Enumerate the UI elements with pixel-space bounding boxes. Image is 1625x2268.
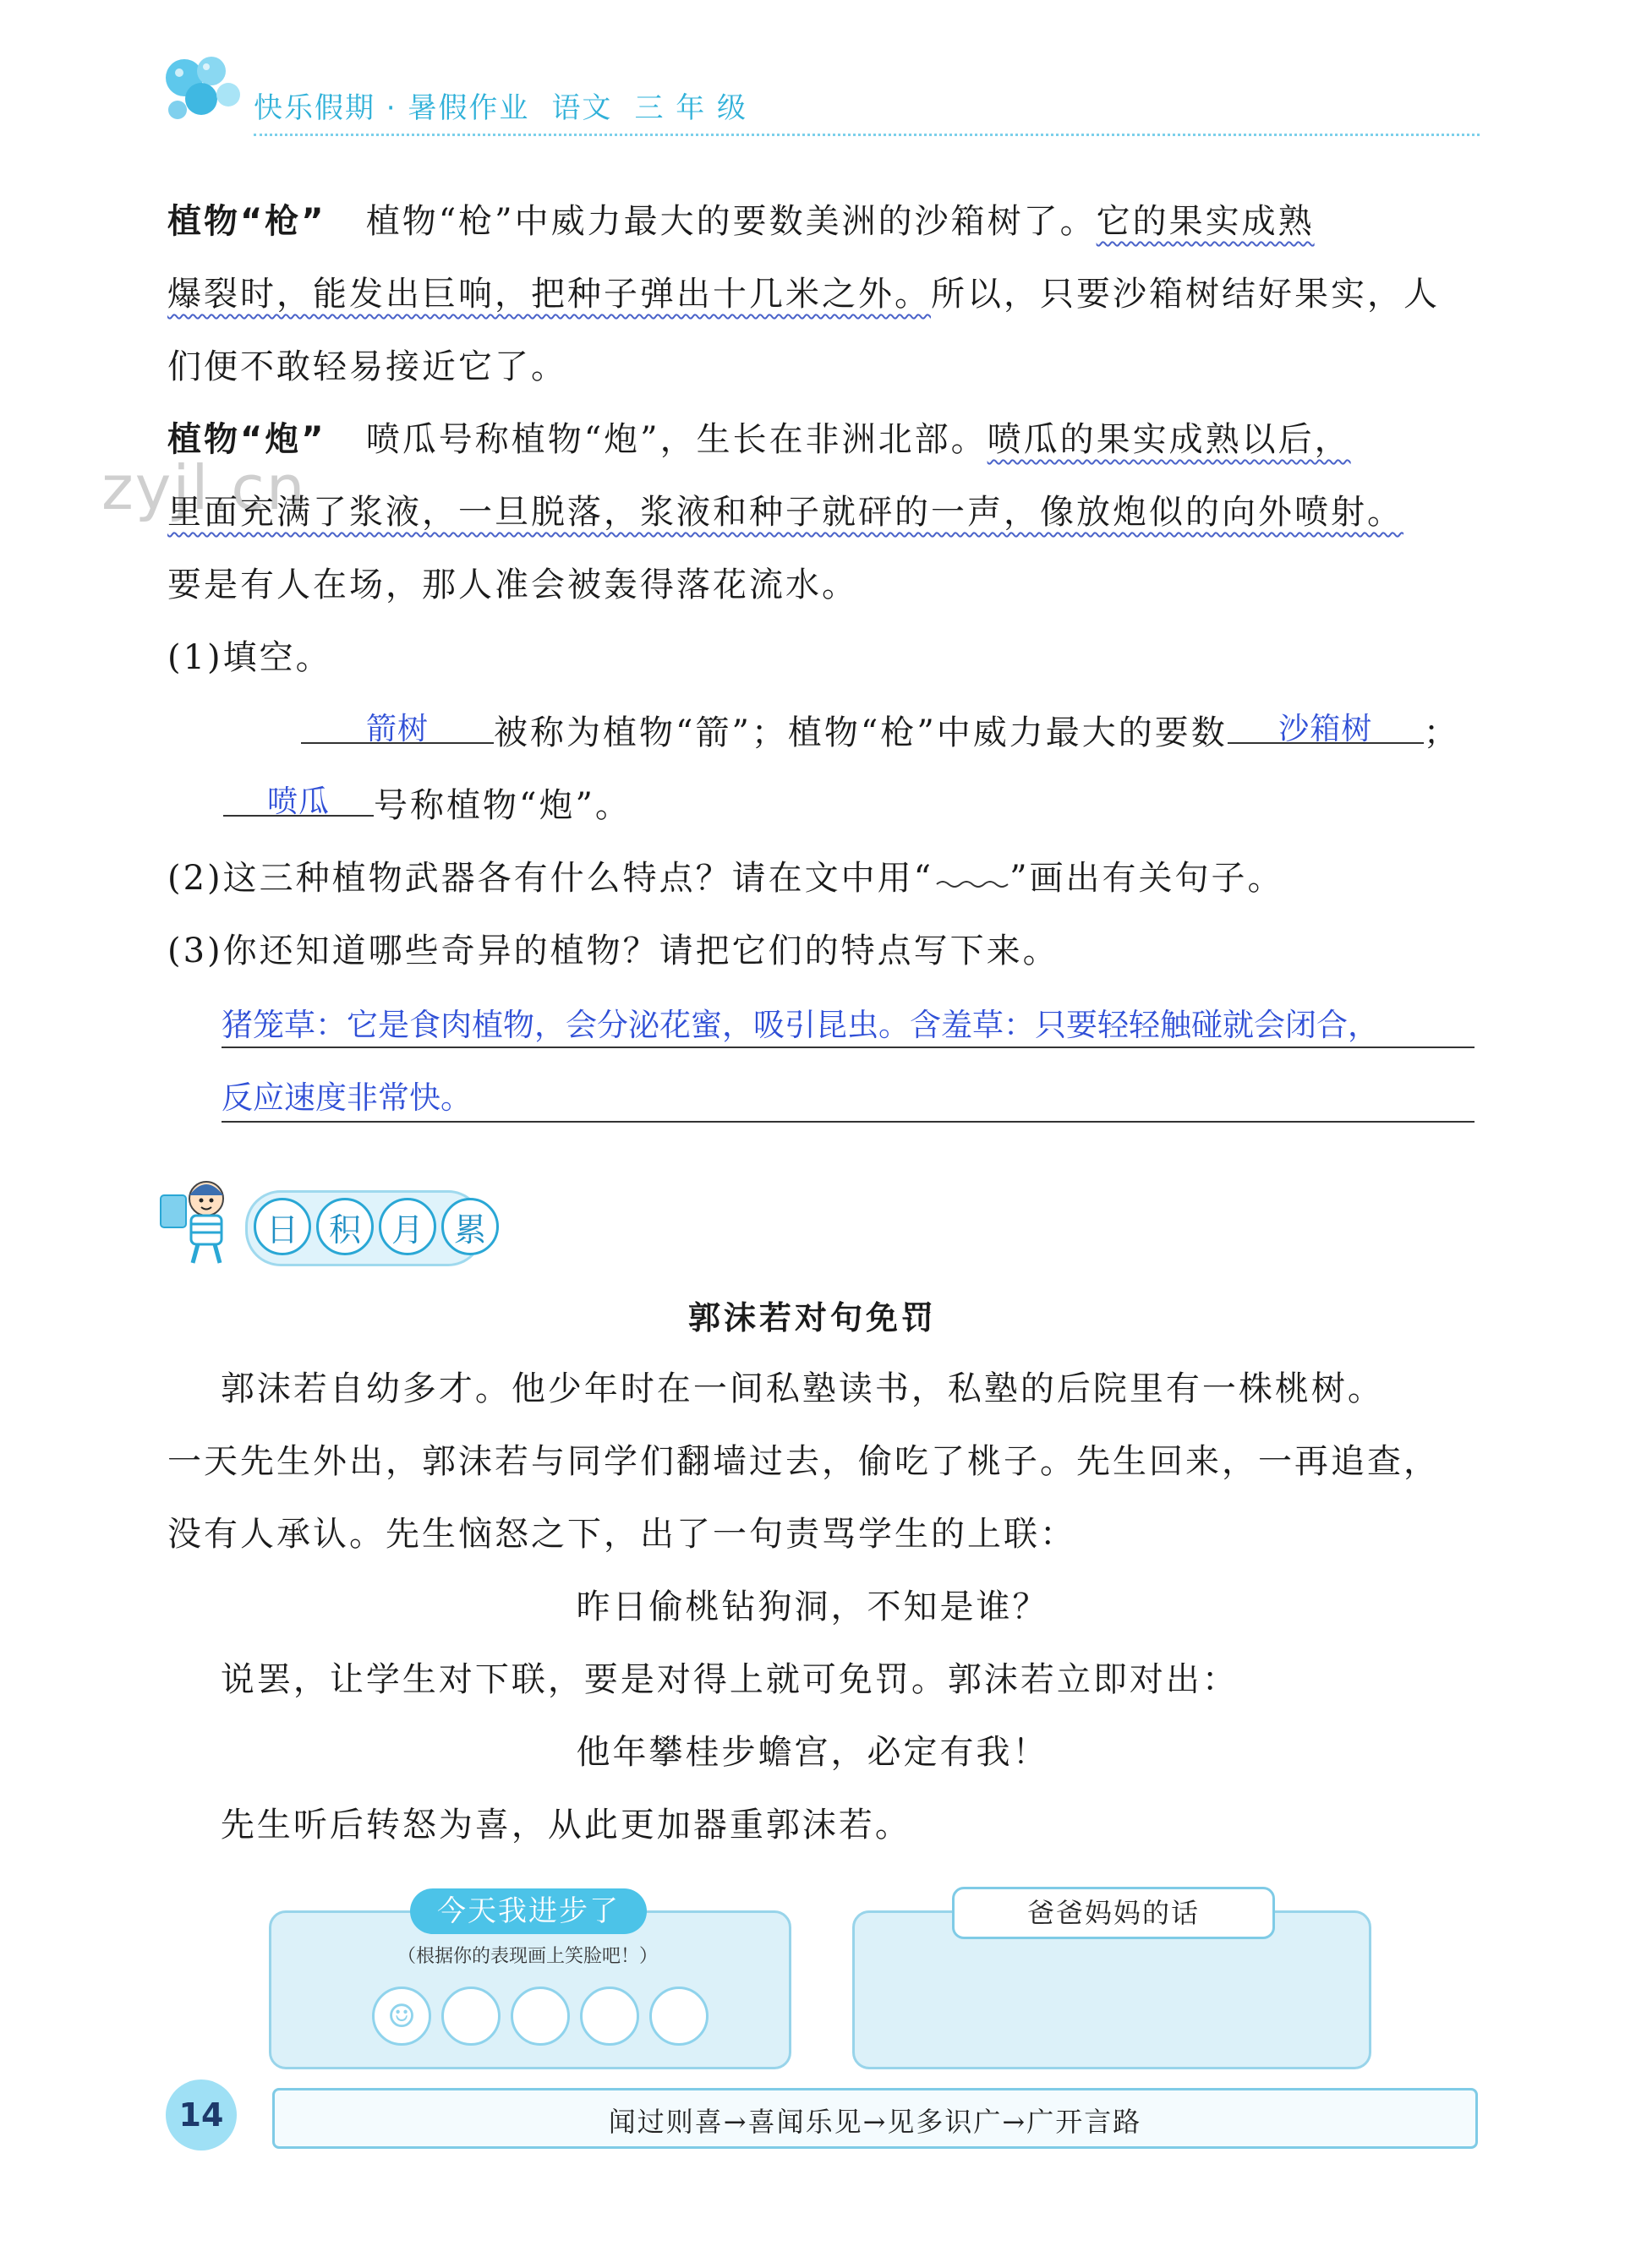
passage-line: 植物“炮” 喷瓜号称植物“炮”，生长在非洲北部。喷瓜的果实成熟以后， [167, 420, 1351, 459]
passage-line: 植物“枪” 植物“枪”中威力最大的要数美洲的沙箱树了。它的果实成熟 [167, 202, 1315, 241]
couplet-line: 昨日偷桃钻狗洞，不知是谁？ [576, 1588, 1049, 1626]
passage-line: 们便不敢轻易接近它了。 [167, 347, 567, 386]
story-line: 郭沫若自幼多才。他少年时在一间私塾读书，私塾的后院里有一株桃树。 [220, 1369, 1384, 1408]
answer-line: 反应速度非常快。 [222, 1079, 472, 1116]
answer-text: 箭树 [365, 712, 429, 746]
section-char: 累 [441, 1198, 499, 1255]
story-title: 郭沫若对句免罚 [687, 1299, 937, 1336]
answer-line: 猪笼草：它是食肉植物，会分泌花蜜，吸引昆虫。含羞草：只要轻轻触碰就会闭合， [222, 1007, 1379, 1043]
smiley-face-icon[interactable]: ☺ [372, 1987, 431, 2046]
balloons-logo-icon [159, 52, 248, 137]
header-title [254, 85, 769, 126]
progress-badge: 今天我进步了 [410, 1888, 647, 1934]
header-subject: 语文 [551, 91, 613, 125]
smiley-row [372, 1987, 709, 2046]
answer-blank[interactable] [223, 778, 374, 817]
answer-blank[interactable] [1228, 705, 1424, 744]
empty-face-circle[interactable] [511, 1987, 570, 2046]
passage-line [167, 476, 1486, 549]
question-2: (2)这三种植物武器各有什么特点？请在文中用“ ”画出有关句子。 [167, 842, 1486, 915]
section-char: 月 [379, 1198, 436, 1255]
answer-text: 沙箱树 [1278, 712, 1373, 746]
marked-sentence: 爆裂时，能发出巨响，把种子弹出十几米之外。 [167, 275, 931, 314]
parents-comment-badge: 爸爸妈妈的话 [952, 1887, 1275, 1939]
section-heading [254, 1198, 499, 1255]
question-1: (1)填空。 [167, 638, 332, 677]
wavy-line-icon [933, 855, 1009, 889]
answer-blank[interactable] [301, 705, 494, 744]
answer-rule [222, 1047, 1475, 1048]
story-line: 一天先生外出，郭沫若与同学们翻墙过去，偷吃了桃子。先生回来，一再追查， [167, 1442, 1440, 1481]
section-char: 积 [316, 1198, 374, 1255]
story-line: 没有人承认。先生恼怒之下，出了一句责骂学生的上联： [167, 1515, 1076, 1554]
boy-reading-icon [157, 1177, 245, 1271]
answer-rule [222, 1121, 1475, 1123]
header-series: 快乐假期 · 暑假作业 [254, 91, 530, 125]
empty-face-circle[interactable] [580, 1987, 639, 2046]
passage-line: 要是有人在场，那人准会被轰得落花流水。 [167, 566, 858, 604]
marked-sentence: 里面充满了浆液，一旦脱落，浆液和种子就砰的一声，像放炮似的向外喷射。 [167, 493, 1403, 532]
subheading: 植物“枪” [167, 202, 326, 241]
story-line: 先生听后转怒为喜，从此更加器重郭沫若。 [220, 1806, 911, 1844]
empty-face-circle[interactable] [441, 1987, 501, 2046]
answer-text: 喷瓜 [266, 784, 330, 819]
couplet-line: 他年攀桂步蟾宫，必定有我！ [576, 1733, 1049, 1772]
progress-hint: （根据你的表现画上笑脸吧！） [397, 1946, 658, 1967]
header-grade: 三 年 级 [634, 91, 748, 125]
page-number: 14 [166, 2079, 237, 2151]
story-line: 说罢，让学生对下联，要是对得上就可免罚。郭沫若立即对出： [220, 1660, 1239, 1699]
question-3: (3)你还知道哪些奇异的植物？请把它们的特点写下来。 [167, 932, 1059, 970]
passage-line: 爆裂时，能发出巨响，把种子弹出十几米之外。所以，只要沙箱树结好果实，人 [167, 275, 1440, 314]
footer-motto: 闻过则喜→喜闻乐见→见多识广→广开言路 [608, 2106, 1142, 2138]
section-char: 日 [254, 1198, 311, 1255]
marked-sentence: 喷瓜的果实成熟以后， [987, 420, 1351, 459]
header-divider [254, 134, 1480, 136]
empty-face-circle[interactable] [649, 1987, 709, 2046]
watermark: zyjl.cn [101, 452, 307, 523]
subheading: 植物“炮” [167, 420, 326, 459]
fill-blank-line: 箭树 被称为植物“箭”；植物“枪”中威力最大的要数 沙箱树 ； [301, 697, 1620, 769]
fill-blank-line: 喷瓜 号称植物“炮”。 [223, 769, 1542, 842]
marked-sentence: 它的果实成熟 [1096, 202, 1315, 241]
